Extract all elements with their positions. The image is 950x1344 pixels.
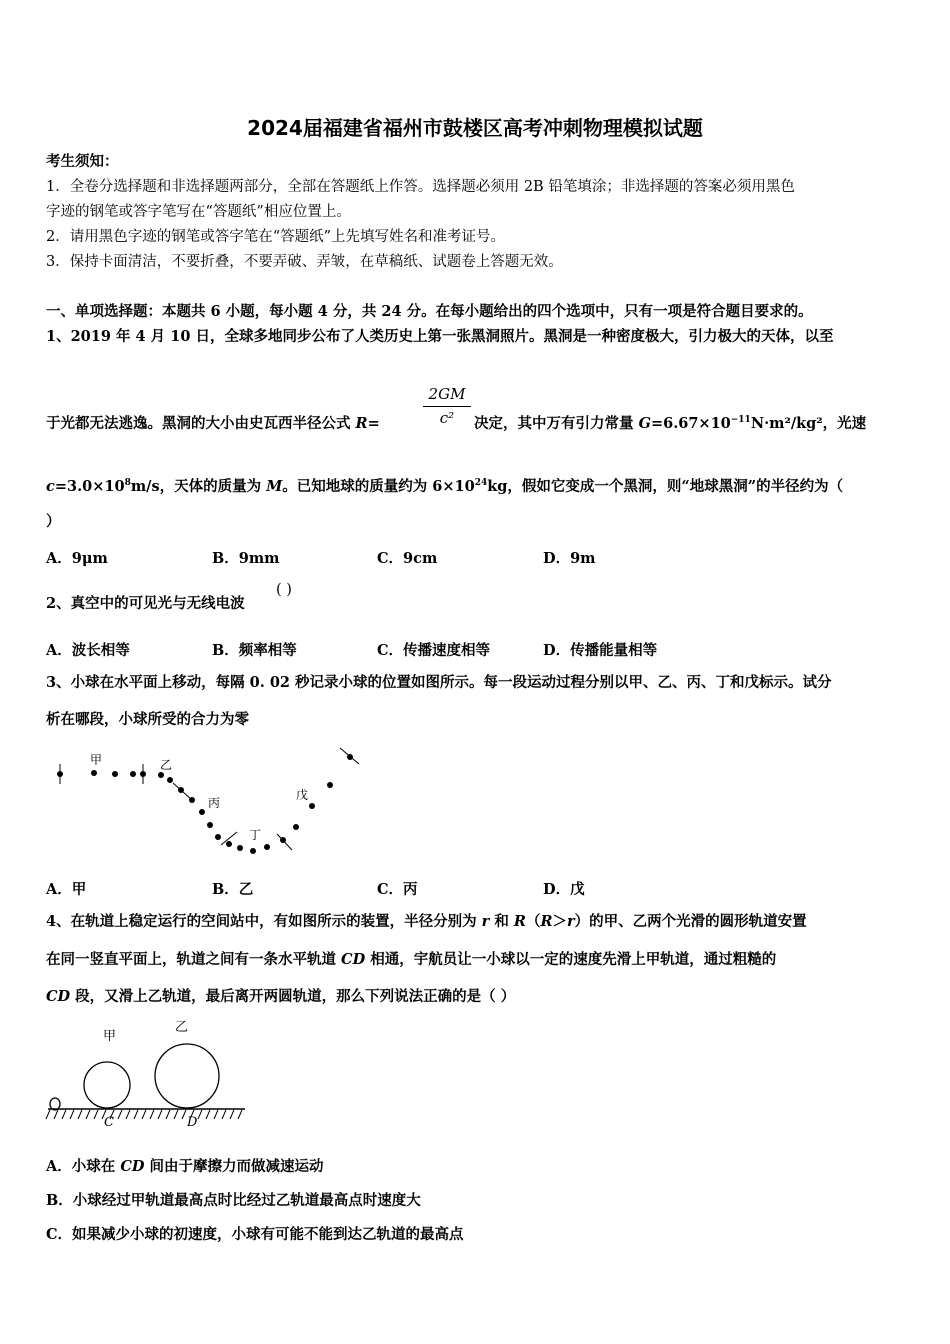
point-label-d: D	[187, 1115, 198, 1130]
track-label-yi: 乙	[175, 1020, 189, 1035]
trajectory-dot	[167, 777, 173, 783]
q1-option-b[interactable]: B．9mm	[212, 550, 280, 567]
large-circular-track	[155, 1044, 219, 1108]
section-heading: 一、单项选择题：本题共 6 小题，每小题 4 分，共 24 分。在每小题给出的四个选项中，只有一项是符合题目要求的。	[46, 303, 813, 320]
notice-heading: 考生须知：	[46, 153, 119, 170]
q1-line-3: $c=3.0\times 10^8m/s$，天体的质量为 M。已知地球的质量约为 $6\times 10^{24}kg$，假如它变成一个黑洞，则“地球黑洞”的半径约为（	[46, 478, 844, 495]
ball	[50, 1098, 60, 1110]
formula-numerator: 2GM	[428, 385, 466, 403]
q1-option-d[interactable]: D．9m	[543, 550, 596, 567]
q2-option-b[interactable]: B．频率相等	[212, 642, 297, 659]
q3-trajectory-diagram	[40, 740, 380, 865]
notice-line-3: 3．保持卡面清洁，不要折叠，不要弄破、弄皱，在草稿纸、试题卷上答题无效。	[46, 254, 563, 270]
segment-mark	[340, 748, 359, 764]
q2-option-c[interactable]: C．传播速度相等	[377, 642, 491, 659]
q1-option-a[interactable]: A．9μm	[46, 550, 108, 567]
trajectory-dot	[112, 771, 118, 777]
q4-track-diagram	[40, 1016, 260, 1136]
q2-option-d[interactable]: D．传播能量相等	[543, 642, 658, 659]
segment-mark	[173, 783, 192, 800]
q1-line-2a: 于光都无法逃逸。黑洞的大小由史瓦西半径公式 R=	[46, 415, 380, 432]
trajectory-dot	[264, 844, 270, 850]
segment-label-ding: 丁	[249, 828, 262, 842]
q1-option-c[interactable]: C．9cm	[377, 550, 438, 567]
track-label-jia: 甲	[103, 1029, 117, 1044]
q4-option-c[interactable]: C．如果减少小球的初速度，小球有可能不能到达乙轨道的最高点	[46, 1226, 464, 1243]
q4-line-3: CD 段，又滑上乙轨道，最后离开两圆轨道，那么下列说法正确的是（ ）	[46, 988, 516, 1005]
notice-line-1a: 1．全卷分选择题和非选择题两部分，全部在答题纸上作答。选择题必须用 2B 铅笔填涂；非选择题的答案必须用黑色	[46, 179, 795, 195]
q4-option-b[interactable]: B．小球经过甲轨道最高点时比经过乙轨道最高点时速度大	[46, 1192, 421, 1209]
trajectory-dot	[199, 809, 205, 815]
q2-option-a[interactable]: A．波长相等	[46, 642, 130, 659]
q3-line-2: 析在哪段，小球所受的合力为零	[46, 711, 249, 728]
trajectory-dot	[327, 782, 333, 788]
q3-line-1: 3、小球在水平面上移动，每隔 0. 02 秒记录小球的位置如图所示。每一段运动过程分别以甲、乙、丙、丁和戊标示。试分	[46, 674, 832, 691]
trajectory-dot	[91, 770, 97, 776]
segment-label-yi: 乙	[160, 758, 173, 772]
segment-mark	[277, 834, 292, 850]
q4-line-1: 4、在轨道上稳定运行的空间站中，有如图所示的装置，半径分别为 r 和 R（R＞r）的甲、乙两个光滑的圆形轨道安置	[46, 913, 807, 930]
trajectory-dot	[309, 803, 315, 809]
small-circular-track	[84, 1062, 130, 1108]
q4-line-2: 在同一竖直平面上，轨道之间有一条水平轨道 CD 相通，宇航员让一小球以一定的速度先滑上甲轨道，通过粗糙的	[46, 951, 777, 968]
notice-line-1b: 字迹的钢笔或答字笔写在“答题纸”相应位置上。	[46, 204, 351, 220]
trajectory-dot	[237, 845, 243, 851]
q2-stem: 2、真空中的可见光与无线电波	[46, 595, 245, 612]
segment-label-jia: 甲	[90, 753, 103, 767]
trajectory-dot	[130, 771, 136, 777]
trajectory-dot	[226, 841, 232, 847]
trajectory-dot	[215, 834, 221, 840]
q4-option-a[interactable]: A．小球在 CD 间由于摩擦力而做减速运动	[46, 1158, 324, 1175]
trajectory-dot	[250, 848, 256, 854]
schwarzschild-formula	[423, 385, 471, 427]
trajectory-dot	[207, 822, 213, 828]
trajectory-dot	[158, 772, 164, 778]
point-label-c: C	[104, 1115, 114, 1130]
q1-line-4: ）	[46, 513, 61, 530]
q3-option-d[interactable]: D．戊	[543, 881, 585, 898]
notice-line-2: 2．请用黑色字迹的钢笔或答字笔在“答题纸”上先填写姓名和准考证号。	[46, 229, 506, 245]
trajectory-dot	[293, 824, 299, 830]
segment-label-bing: 丙	[208, 796, 221, 810]
q1-line-1: 1、2019 年 4 月 10 日，全球多地同步公布了人类历史上第一张黑洞照片。黑洞是一种密度极大，引力极大的天体，以至	[46, 328, 834, 345]
page-title: 2024届福建省福州市鼓楼区高考冲刺物理模拟试题	[247, 116, 703, 140]
formula-denominator: c²	[439, 409, 455, 427]
q3-option-c[interactable]: C．丙	[377, 881, 418, 898]
q2-answer-paren: ( )	[276, 582, 292, 598]
q3-option-a[interactable]: A．甲	[46, 881, 87, 898]
segment-label-wu: 戊	[296, 788, 309, 802]
q3-option-b[interactable]: B．乙	[212, 881, 254, 898]
q1-line-2b: 决定，其中万有引力常量 $G=6.67\times 10^{-11}N\cdot m^2$/kg²，光速	[474, 415, 867, 432]
